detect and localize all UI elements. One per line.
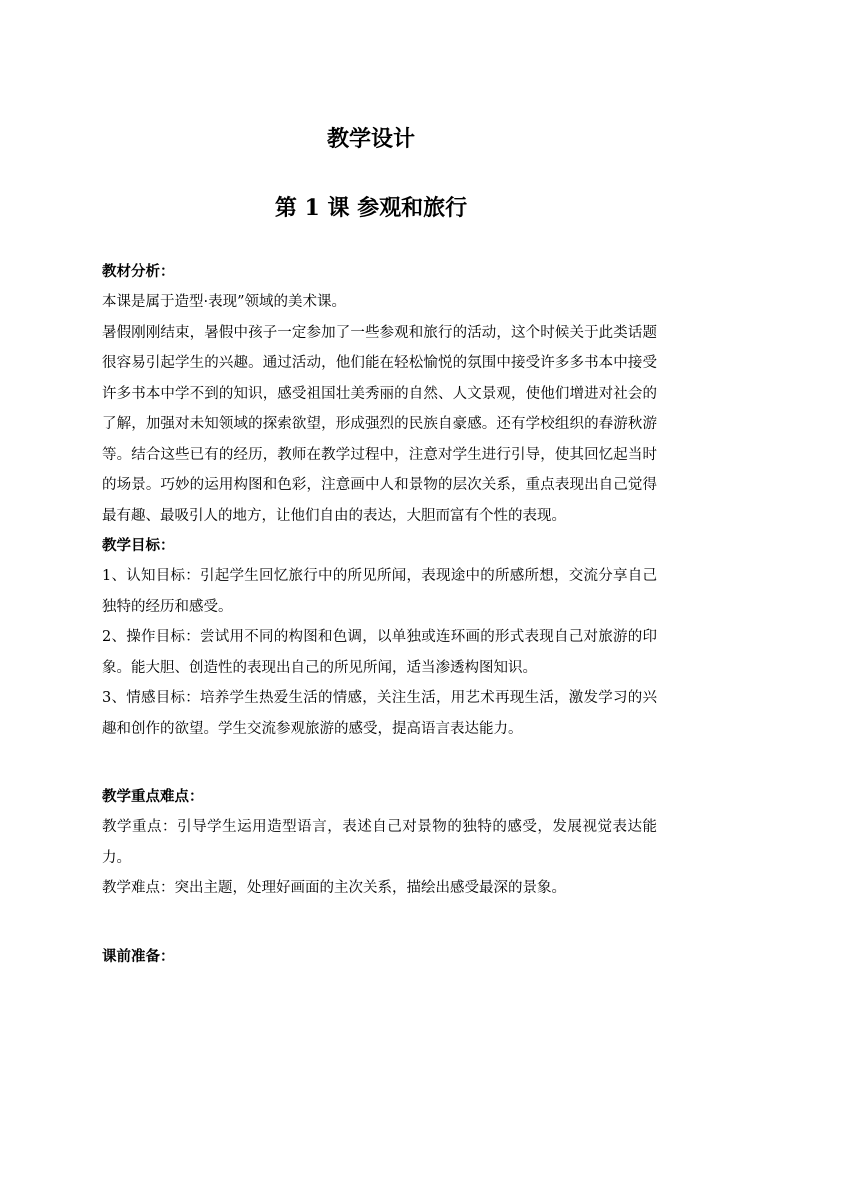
section-heading-key-points: 教学重点难点： bbox=[102, 788, 204, 805]
objective-emotion: 3、情感目标：培养学生热爱生活的情感，关注生活，用艺术再现生活，激发学习的兴趣和创作的欲望。学生交流参观旅游的感受，提高语言表达能力。 bbox=[102, 690, 657, 737]
key-point-difficulty: 教学难点：突出主题，处理好画面的主次关系，描绘出感受最深的景象。 bbox=[102, 880, 566, 896]
document-title: 教学设计 bbox=[326, 126, 415, 152]
objective-cognitive: 1、认知目标：引起学生回忆旅行中的所见所闻，表现途中的所感所想，交流分享自己独特的经历和感受。 bbox=[102, 568, 657, 615]
section-heading-objectives: 教学目标： bbox=[102, 537, 175, 554]
objective-operation: 2、操作目标：尝试用不同的构图和色调，以单独或连环画的形式表现自己对旅游的印象。能大胆、创造性的表现出自己的所见所闻，适当渗透构图知识。 bbox=[102, 629, 657, 676]
analysis-paragraph-2: 暑假刚刚结束，暑假中孩子一定参加了一些参观和旅行的活动，这个时候关于此类话题很容易引起学生的兴趣。通过活动，他们能在轻松愉悦的氛围中接受许多多书本中接受许多书本中学不到的知识，感受祖国壮美秀丽的自然、人文景观，使他们增进对社会的了解，加强对未知领域的探索欲望，形成强烈的民族自豪感。还有学校组织的春游秋游等。结合这些已有的经历，教师在教学过程中，注意对学生进行引导，使其回忆起当时的场景。巧妙的运用构图和色彩，注意画中人和景物的层次关系，重点表现出自己觉得最有趣、最吸引人的地方，让他们自由的表达，大胆而富有个性的表现。 bbox=[102, 324, 657, 524]
key-point-focus: 教学重点：引导学生运用造型语言，表述自己对景物的独特的感受，发展视觉表达能力。 bbox=[102, 819, 657, 866]
document-body bbox=[102, 257, 662, 972]
section-heading-analysis: 教材分析： bbox=[102, 263, 175, 280]
section-heading-preparation: 课前准备： bbox=[102, 947, 175, 965]
lesson-title: 第 1 课 参观和旅行 bbox=[274, 195, 468, 221]
blank-line bbox=[102, 904, 662, 942]
analysis-paragraph-1: 本课是属于造型·表现”领域的美术课。 bbox=[102, 294, 347, 310]
blank-line bbox=[102, 744, 662, 782]
